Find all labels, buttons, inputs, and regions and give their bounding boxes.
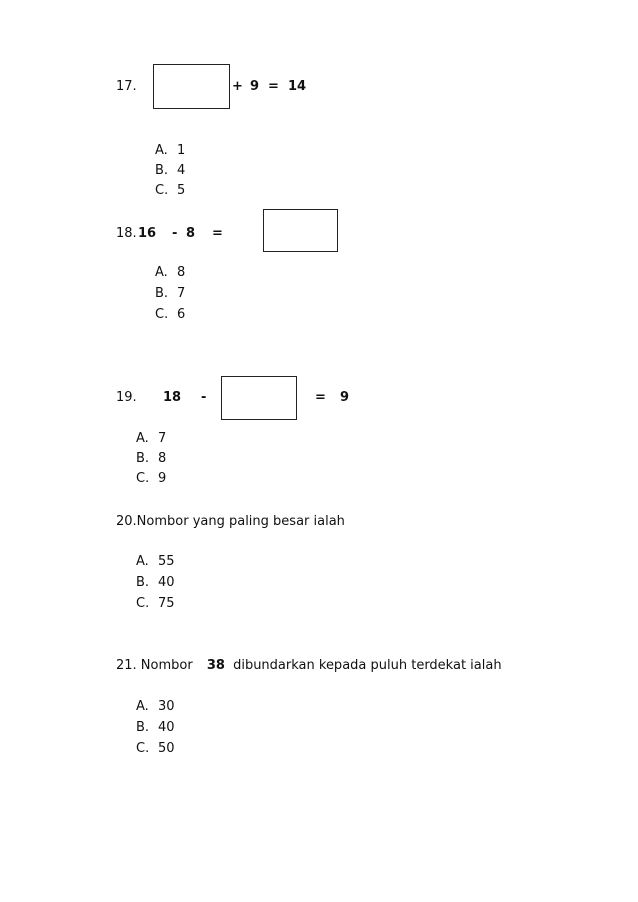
q18-minus: - — [172, 226, 178, 241]
option-label: A. — [136, 699, 149, 714]
q19-option-b[interactable] — [136, 451, 166, 466]
q17-answer-box[interactable] — [153, 64, 230, 109]
q18-equals: = — [212, 226, 223, 241]
q17-number: 17. — [116, 79, 137, 94]
q18-number: 18. — [116, 226, 137, 241]
q17-result: 14 — [288, 79, 307, 94]
option-value: 7 — [158, 431, 167, 446]
option-label: A. — [155, 143, 168, 158]
q19-option-c[interactable] — [136, 471, 166, 486]
q18-sixteen: 16 — [138, 226, 157, 241]
q21-tail: dibundarkan kepada puluh terdekat ialah — [233, 658, 502, 673]
option-label: A. — [155, 265, 168, 280]
q20-option-b[interactable] — [136, 575, 175, 590]
option-value: 50 — [158, 741, 175, 756]
q20-option-a[interactable] — [136, 554, 175, 569]
q21-option-b[interactable] — [136, 720, 175, 735]
q17-equals: = — [268, 79, 279, 94]
option-label: C. — [155, 307, 169, 322]
q21-number-value: 38 — [206, 658, 225, 673]
q19-answer-box[interactable] — [221, 376, 297, 420]
option-label: B. — [155, 286, 169, 301]
option-value: 30 — [158, 699, 175, 714]
option-value: 8 — [158, 451, 167, 466]
q17-option-b[interactable] — [155, 163, 185, 178]
q19-eighteen: 18 — [163, 390, 182, 405]
option-value: 6 — [177, 307, 186, 322]
q19-equals: = — [315, 390, 326, 405]
option-label: C. — [136, 596, 150, 611]
option-label: B. — [155, 163, 169, 178]
option-value: 4 — [177, 163, 186, 178]
q18-eight: 8 — [186, 226, 196, 241]
q20-option-c[interactable] — [136, 596, 175, 611]
q21-lead: 21. Nombor — [116, 658, 193, 673]
option-value: 40 — [158, 575, 175, 590]
option-value: 7 — [177, 286, 186, 301]
option-value: 1 — [177, 143, 186, 158]
option-label: C. — [136, 741, 150, 756]
option-value: 55 — [158, 554, 175, 569]
option-label: B. — [136, 575, 150, 590]
q21-question — [116, 658, 502, 673]
option-label: A. — [136, 554, 149, 569]
q17-nine: 9 — [250, 79, 260, 94]
q19-result: 9 — [340, 390, 350, 405]
option-value: 8 — [177, 265, 186, 280]
q19-number: 19. — [116, 390, 137, 405]
q18-option-a[interactable] — [155, 265, 185, 280]
option-label: C. — [155, 183, 169, 198]
option-value: 40 — [158, 720, 175, 735]
q19-option-a[interactable] — [136, 431, 166, 446]
option-label: B. — [136, 720, 150, 735]
option-value: 5 — [177, 183, 186, 198]
q20-question: 20.Nombor yang paling besar ialah — [116, 514, 345, 529]
q18-option-c[interactable] — [155, 307, 185, 322]
option-value: 9 — [158, 471, 167, 486]
option-label: C. — [136, 471, 150, 486]
q19-minus: - — [201, 390, 207, 405]
q17-option-c[interactable] — [155, 183, 185, 198]
option-label: A. — [136, 431, 149, 446]
option-value: 75 — [158, 596, 175, 611]
q17-plus: + — [232, 79, 243, 94]
q21-option-a[interactable] — [136, 699, 175, 714]
q18-option-b[interactable] — [155, 286, 185, 301]
q18-answer-box[interactable] — [263, 209, 338, 252]
option-label: B. — [136, 451, 150, 466]
q21-option-c[interactable] — [136, 741, 175, 756]
q17-option-a[interactable] — [155, 143, 185, 158]
